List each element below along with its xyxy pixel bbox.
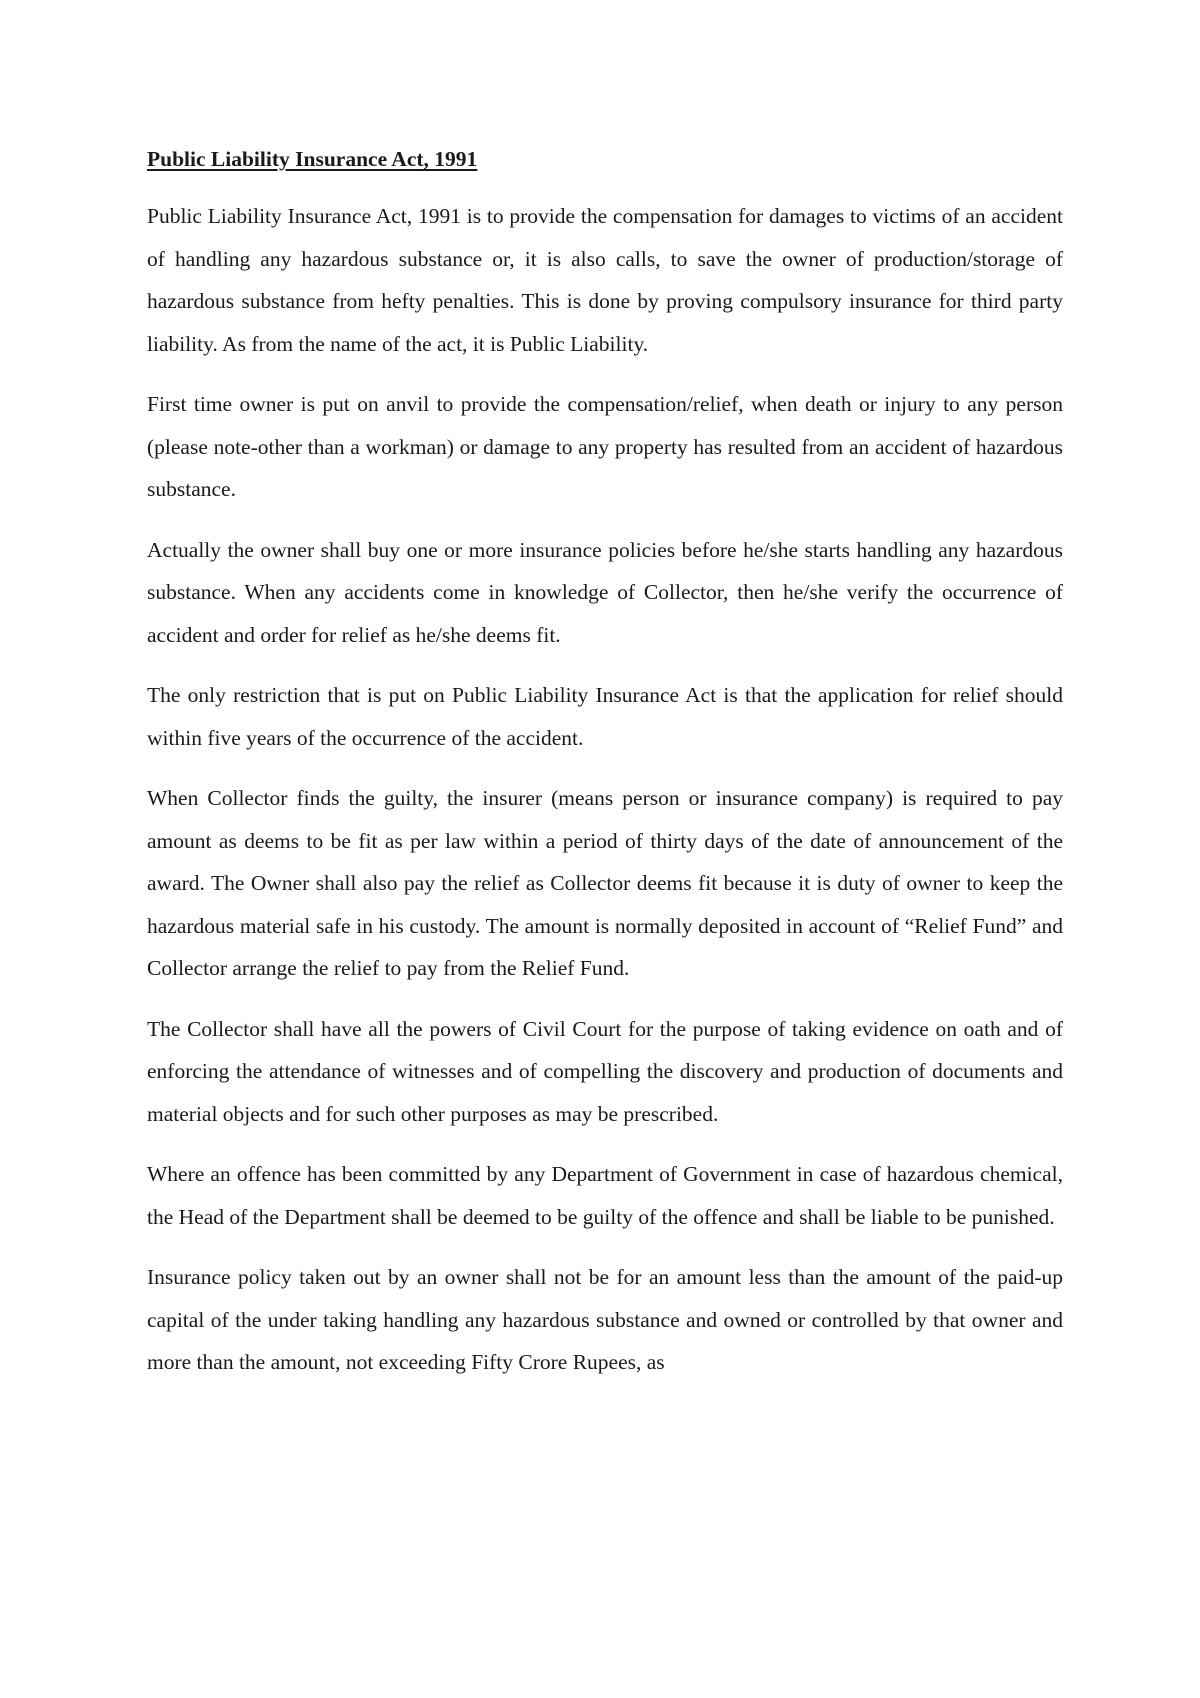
document-body — [147, 145, 1063, 1402]
paragraph-collector-powers: The Collector shall have all the powers of Civil Court for the purpose of taking evidence on oath and of enforcing the attendance of witnesses and of compelling the discovery and production of documents and material objects and for such other purposes as may be prescribed. — [147, 1016, 1063, 1126]
paragraph-policy-amount: Insurance policy taken out by an owner shall not be for an amount less than the amount of the paid-up capital of the under taking handling any hazardous substance and owned or controlled by that owner and more than the amount, not exceeding Fifty Crore Rupees, as — [147, 1265, 1063, 1374]
paragraph-collector-finding: When Collector finds the guilty, the insurer (means person or insurance company) is required to pay amount as deems to be fit as per law within a period of thirty days of the date of announcement of the award. The Owner shall also pay the relief as Collector deems fit because it is duty of owner to keep the hazardous material safe in his custody. The amount is normally deposited in account of “Relief Fund” and Collector arrange the relief to pay from the Relief Fund. — [147, 786, 1063, 980]
paragraph-restriction: The only restriction that is put on Public Liability Insurance Act is that the application for relief should within five years of the occurrence of the accident. — [147, 683, 1063, 750]
paragraph-owner-liability: First time owner is put on anvil to provide the compensation/relief, when death or injury to any person (please note-other than a workman) or damage to any property has resulted from an accident of hazardous substance. — [147, 392, 1063, 501]
paragraph-government-offence: Where an offence has been committed by any Department of Government in case of hazardous chemical, the Head of the Department shall be deemed to be guilty of the offence and shall be liable to be punished. — [147, 1162, 1063, 1229]
paragraph-purpose: Public Liability Insurance Act, 1991 is to provide the compensation for damages to victims of an accident of handling any hazardous substance or, it is also calls, to save the owner of production/storage of hazardous substance from hefty penalties. This is done by proving compulsory insurance for third party liability. As from the name of the act, it is Public Liability. — [147, 204, 1063, 356]
paragraph-insurance-policies: Actually the owner shall buy one or more insurance policies before he/she starts handling any hazardous substance. When any accidents come in knowledge of Collector, then he/she verify the occurrence of accident and order for relief as he/she deems fit. — [147, 537, 1063, 647]
document-title: Public Liability Insurance Act, 1991 — [147, 147, 478, 171]
